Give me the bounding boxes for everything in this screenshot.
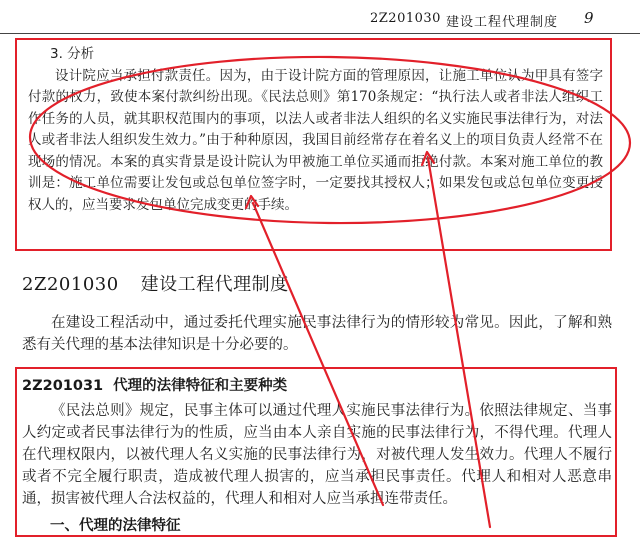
running-header (0, 0, 640, 36)
section-code: 2Z201030 (22, 274, 119, 295)
subsection-code: 2Z201031 (22, 378, 104, 394)
section-heading (22, 270, 289, 296)
point-heading: 一、代理的法律特征 (50, 518, 181, 534)
analysis-section (28, 44, 603, 216)
header-rule (0, 33, 640, 34)
subsection-paragraph: 《民法总则》规定，民事主体可以通过代理人实施民事法律行为。依照法律规定、当事人约定或者民事法律行为的性质，应当由本人亲自实施的民事法律行为，不得代理。代理人在代理权限内，以被代理人名义实施的民事法律行为，对被代理人发生效力。代理人不履行或者不完全履行职责，造成被代理人损害的，应当承担民事责任。代理人和相对人恶意串通，损害被代理人合法权益的，代理人和相对人应当承担连带责任。 (22, 403, 612, 507)
section-title: 建设工程代理制度 (140, 274, 289, 295)
running-header-code: 2Z201030 (370, 11, 441, 26)
subsection-title: 代理的法律特征和主要种类 (113, 378, 288, 394)
analysis-paragraph: 设计院应当承担付款责任。因为，由于设计院方面的管理原因，让施工单位认为甲具有签字付款的权力，致使本案付款纠纷出现。《民法总则》第170条规定：“执行法人或者非法人组织工作任务的人员，就其职权范围内的事项，以法人或者非法人组织的名义实施民事法律行为，对法人或者非法人组织发生效力。”由于种种原因，我国目前经常存在着名义上的项目负责人经常不在现场的情况。本案的真实背景是设计院认为甲被施工单位买通而拒绝付款。本案对施工单位的教训是：施工单位需要让发包或总包单位签字时，一定要找其授权人；如果发包或总包单位变更授权人的，应当要求发包单位完成变更的手续。 (28, 67, 603, 213)
analysis-heading: 3. 分析 (50, 46, 95, 62)
page-number: 9 (584, 9, 594, 27)
subsection-heading (22, 374, 287, 395)
section-intro-paragraph: 在建设工程活动中，通过委托代理实施民事法律行为的情形较为常见。因此，了解和熟悉有关代理的基本法律知识是十分必要的。 (22, 315, 612, 353)
running-header-title: 建设工程代理制度 (446, 15, 559, 30)
